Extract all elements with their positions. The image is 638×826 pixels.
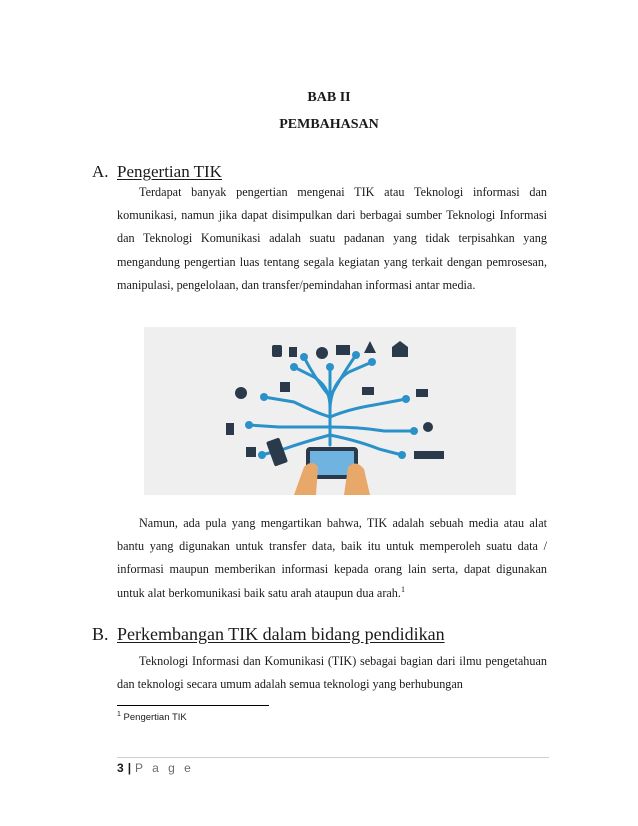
section-a-heading <box>92 162 222 182</box>
section-a-paragraph <box>117 181 547 297</box>
chapter-number: BAB II <box>307 90 351 105</box>
section-a-letter: A. <box>92 162 109 181</box>
footnote <box>117 712 187 723</box>
footnote-text: Pengertian TIK <box>123 712 187 723</box>
ict-tree-graphic <box>144 327 516 495</box>
section-a-paragraph-2-text: Namun, ada pula yang mengartikan bahwa, TIK adalah sebuah media atau alat bantu yang digunakan untuk transfer data, baik itu untuk memperoleh suatu data / informasi maupun memberikan informasi kepada orang lain serta, dapat digunakan untuk alat berkomunikasi baik satu arah ataupun dua arah. <box>117 516 547 600</box>
section-a-paragraph-text: Terdapat banyak pengertian mengenai TIK atau Teknologi informasi dan komunikasi, namun jika dapat disimpulkan dari berbagai sumber Teknologi Informasi dan Teknologi Komunikasi adalah suatu padanan yang tidak terpisahkan yang mengandung pengertian luas tentang segala kegiatan yang terkait dengan pemrosesan, manipulasi, pengelolaan, dan transfer/pemindahan informasi antar media. <box>117 185 547 292</box>
footer-separator: | <box>127 761 132 775</box>
page-number: 3 <box>117 761 124 775</box>
section-b-heading <box>92 624 445 645</box>
section-b-paragraph-text: Teknologi Informasi dan Komunikasi (TIK) sebagai bagian dari ilmu pengetahuan dan teknologi secara umum adalah semua teknologi yang berhubungan <box>117 654 547 692</box>
page-label: P a g e <box>135 761 194 775</box>
section-a-title: Pengertian TIK <box>117 162 222 181</box>
section-b-title: Perkembangan TIK dalam bidang pendidikan <box>117 624 445 644</box>
footnote-reference[interactable]: 1 <box>400 584 405 594</box>
footnote-divider <box>117 705 269 706</box>
page-footer <box>117 761 194 775</box>
section-a-paragraph-2 <box>117 512 547 605</box>
footer-divider <box>117 757 549 758</box>
ict-illustration <box>144 327 516 495</box>
section-b-letter: B. <box>92 624 109 644</box>
footnote-number: 1 <box>117 710 121 718</box>
chapter-title: PEMBAHASAN <box>279 117 379 132</box>
section-b-paragraph <box>117 650 547 696</box>
